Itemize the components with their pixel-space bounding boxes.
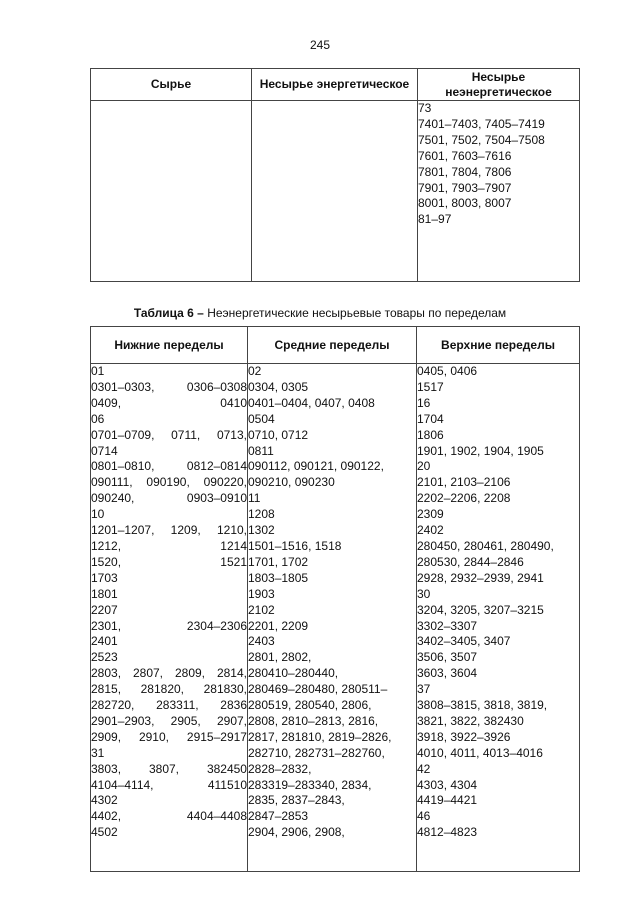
cell-line-part: 1212, (91, 538, 122, 553)
cell-line (91, 475, 247, 491)
cell-line-part: 2807, (132, 666, 164, 681)
cell-line: 090112, 090121, 090122, (248, 459, 384, 474)
cell-line: 1517 (417, 379, 444, 394)
cell-line (91, 778, 247, 794)
cell-line: 8001, 8003, 8007 (418, 196, 512, 211)
cell-line: 1901, 1902, 1904, 1905 (417, 443, 544, 458)
cell-line-part: 4502 (91, 825, 118, 840)
cell-line: 1704 (417, 411, 444, 426)
cell-line-part: 281820, (140, 682, 185, 697)
cell-line: 3506, 3507 (417, 650, 478, 665)
cell-line: 4303, 4304 (417, 777, 478, 792)
header-raw: Сырье (91, 69, 252, 101)
cell-line: 2808, 2810–2813, 2816, (248, 713, 379, 728)
cell-line: 46 (417, 809, 431, 824)
cell-line: 2847–2853 (248, 809, 309, 824)
cell-line-part: 06 (91, 411, 105, 426)
cell-line (91, 809, 247, 825)
cell-line: 7901, 7903–7907 (418, 180, 512, 195)
cell-line: 1701, 1702 (248, 554, 309, 569)
cell-line: 1903 (248, 586, 275, 601)
cell-line: 3603, 3604 (417, 666, 478, 681)
cell-line: 16 (417, 395, 431, 410)
cell-line: 090210, 090230 (248, 475, 335, 490)
cell-line-part: 283311, (156, 698, 199, 713)
cell-line (91, 730, 247, 746)
cell-line-part: 2915–2917 (186, 729, 247, 744)
header-nonraw-nonenergy: Несырье неэнергетическое (418, 69, 580, 101)
table-header-row (91, 69, 580, 101)
header-lower-stages: Нижние переделы (91, 327, 248, 364)
cell-line: 1208 (248, 507, 275, 522)
header-nonraw-energy: Несырье энергетическое (252, 69, 418, 101)
page-number: 245 (309, 38, 331, 52)
cell-line: 7801, 7804, 7806 (418, 164, 512, 179)
lower-stages-cell (91, 364, 248, 872)
cell-line: 2835, 2837–2843, (248, 793, 345, 808)
cell-line: 2101, 2103–2106 (417, 475, 511, 490)
cell-line-part: 090240, (91, 491, 135, 506)
cell-line (91, 539, 247, 555)
cell-line: 7601, 7603–7616 (418, 148, 512, 163)
cell-line (91, 459, 247, 475)
cell-line: 4812–4823 (417, 825, 478, 840)
cell-line (91, 634, 247, 650)
cell-line-part: 1201–1207, (91, 523, 155, 538)
cell-line: 0401–0404, 0407, 0408 (248, 395, 375, 410)
cell-line: 7401–7403, 7405–7419 (418, 116, 545, 131)
cell-line-part: 4104–4114, (91, 777, 154, 792)
cell-line (91, 507, 247, 523)
cell-line: 2403 (248, 634, 275, 649)
cell-line-part: 0306–0308 (186, 379, 247, 394)
cell-line: 3918, 3922–3926 (417, 729, 511, 744)
cell-line: 3821, 3822, 382430 (417, 713, 524, 728)
cell-line (91, 619, 247, 635)
cell-line (91, 793, 247, 809)
cell-line-part: 0903–0910 (186, 491, 247, 506)
cell-line: 1803–1805 (248, 570, 309, 585)
cell-line: 2828–2832, (248, 761, 312, 776)
cell-line (91, 746, 247, 762)
cell-line-part: 1210, (216, 523, 247, 538)
cell-line-part: 2909, (91, 729, 122, 744)
cell-line (91, 555, 247, 571)
cell-line-part: 2814, (216, 666, 247, 681)
cell-line-part: 2809, (174, 666, 205, 681)
cell-line: 1501–1516, 1518 (248, 538, 342, 553)
cell-line-part: 01 (91, 364, 105, 378)
cell-line-part: 2401 (91, 634, 118, 649)
cell-line: 283319–283340, 2834, (248, 777, 372, 792)
cell-line-part: 2803, (91, 666, 122, 681)
cell-line (91, 380, 247, 396)
cell-line: 2402 (417, 523, 444, 538)
cell-line (91, 587, 247, 603)
cell-line: 280410–280440, (248, 666, 339, 681)
cell-line (91, 825, 247, 841)
cell-line-part: 382450 (206, 761, 247, 776)
caption-text: Неэнергетические несырьевые товары по переделам (207, 306, 507, 320)
cell-line-part: 1520, (91, 554, 122, 569)
cell-line: 1302 (248, 523, 275, 538)
cell-line: 3808–3815, 3818, 3819, (417, 698, 548, 713)
cell-line-part: 281830, (203, 682, 247, 697)
cell-line-part: 0701–0709, (91, 427, 155, 442)
cell-line-part: 0801–0810, (91, 459, 155, 474)
cell-line: 4010, 4011, 4013–4016 (417, 745, 543, 760)
cell-line: 0405, 0406 (417, 364, 478, 378)
cell-line-part: 31 (91, 745, 105, 760)
cell-line-part: 4404–4408 (186, 809, 247, 824)
middle-stages-cell (248, 364, 417, 872)
cell-line: 280530, 2844–2846 (417, 554, 524, 569)
cell-line-part: 0711, (171, 427, 201, 442)
cell-line (91, 523, 247, 539)
cell-line-part: 2907, (216, 713, 247, 728)
cell-line-part: 1521 (220, 554, 247, 569)
cell-line-part: 2836 (220, 698, 247, 713)
cell-line: 1806 (417, 427, 444, 442)
table-header-row (91, 327, 580, 364)
cell-line: 3302–3307 (417, 618, 478, 633)
cell-line-part: 2815, (91, 682, 122, 697)
cell-line (91, 428, 247, 444)
cell-line-part: 2901–2903, (91, 713, 155, 728)
cell-line: 4419–4421 (417, 793, 478, 808)
cell-line (91, 762, 247, 778)
nonraw-nonenergy-cell (418, 101, 580, 282)
header-upper-stages: Верхние переделы (417, 327, 580, 364)
cell-line: 30 (417, 586, 431, 601)
cell-line (91, 603, 247, 619)
cell-line (91, 682, 247, 698)
table-row (91, 364, 580, 872)
cell-line-part: 0409, (91, 395, 122, 410)
cell-line: 0504 (248, 411, 275, 426)
table-caption (0, 306, 640, 320)
cell-line (91, 444, 247, 460)
cell-line: 02 (248, 364, 262, 378)
cell-line: 42 (417, 761, 431, 776)
table-row (91, 101, 580, 282)
upper-stages-cell (417, 364, 580, 872)
cell-line-part: 090111, (91, 475, 133, 490)
cell-line-part: 0301–0303, (91, 379, 155, 394)
cell-line: 282710, 282731–282760, (248, 745, 385, 760)
cell-line: 0811 (248, 443, 274, 458)
cell-line: 2801, 2802, (248, 650, 312, 665)
cell-line: 2202–2206, 2208 (417, 491, 511, 506)
cell-line: 37 (417, 682, 431, 697)
cell-line-part: 2523 (91, 650, 118, 665)
cell-line-part: 0812–0814 (186, 459, 247, 474)
cell-line (91, 650, 247, 666)
cell-line (91, 412, 247, 428)
cell-line (91, 396, 247, 412)
cell-line-part: 0410 (220, 395, 247, 410)
cell-line: 11 (248, 491, 261, 506)
cell-line-part: 1209, (170, 523, 201, 538)
cell-line (91, 666, 247, 682)
cell-line-part: 2207 (91, 602, 118, 617)
cell-line: 280519, 280540, 2806, (248, 698, 372, 713)
cell-line-part: 2304–2306 (186, 618, 247, 633)
cell-line-part: 411510 (207, 777, 247, 792)
continuation-table (90, 68, 580, 282)
cell-line (91, 714, 247, 730)
cell-line (91, 698, 247, 714)
cell-line: 280469–280480, 280511– (248, 682, 388, 697)
cell-line: 2201, 2209 (248, 618, 309, 633)
cell-line-part: 4302 (91, 793, 118, 808)
cell-line: 81–97 (418, 212, 452, 227)
cell-line (91, 571, 247, 587)
cell-line: 2817, 281810, 2819–2826, (248, 729, 392, 744)
cell-line-part: 0713, (216, 427, 247, 442)
cell-line: 2102 (248, 602, 275, 617)
cell-line: 280450, 280461, 280490, (417, 538, 554, 553)
cell-line-part: 10 (91, 507, 105, 522)
raw-cell (91, 101, 252, 282)
cell-line-part: 0714 (91, 443, 118, 458)
cell-line-part: 2910, (138, 729, 169, 744)
cell-line-part: 3803, (91, 761, 122, 776)
cell-line (91, 491, 247, 507)
cell-line-part: 282720, (91, 698, 135, 713)
cell-line: 20 (417, 459, 431, 474)
cell-line-part: 1801 (91, 586, 118, 601)
cell-line: 7501, 7502, 7504–7508 (418, 132, 545, 147)
header-middle-stages: Средние переделы (248, 327, 417, 364)
cell-line-part: 090220, (203, 475, 247, 490)
cell-line: 2309 (417, 507, 444, 522)
cell-line: 3204, 3205, 3207–3215 (417, 602, 544, 617)
cell-line-part: 4402, (91, 809, 122, 824)
cell-line: 0304, 0305 (248, 379, 309, 394)
cell-line-part: 3807, (148, 761, 179, 776)
cell-line (91, 364, 247, 380)
cell-line: 0710, 0712 (248, 427, 309, 442)
cell-line-part: 1703 (91, 570, 118, 585)
nonraw-energy-cell (252, 101, 418, 282)
cell-line-part: 1214 (220, 538, 247, 553)
cell-line: 73 (418, 101, 432, 115)
cell-line: 3402–3405, 3407 (417, 634, 511, 649)
cell-line-part: 2905, (170, 713, 201, 728)
table-6 (90, 326, 580, 872)
cell-line-part: 090190, (146, 475, 190, 490)
caption-label: Таблица 6 – (133, 306, 208, 320)
cell-line: 2904, 2906, 2908, (248, 825, 345, 840)
cell-line-part: 2301, (91, 618, 122, 633)
cell-line: 2928, 2932–2939, 2941 (417, 570, 544, 585)
